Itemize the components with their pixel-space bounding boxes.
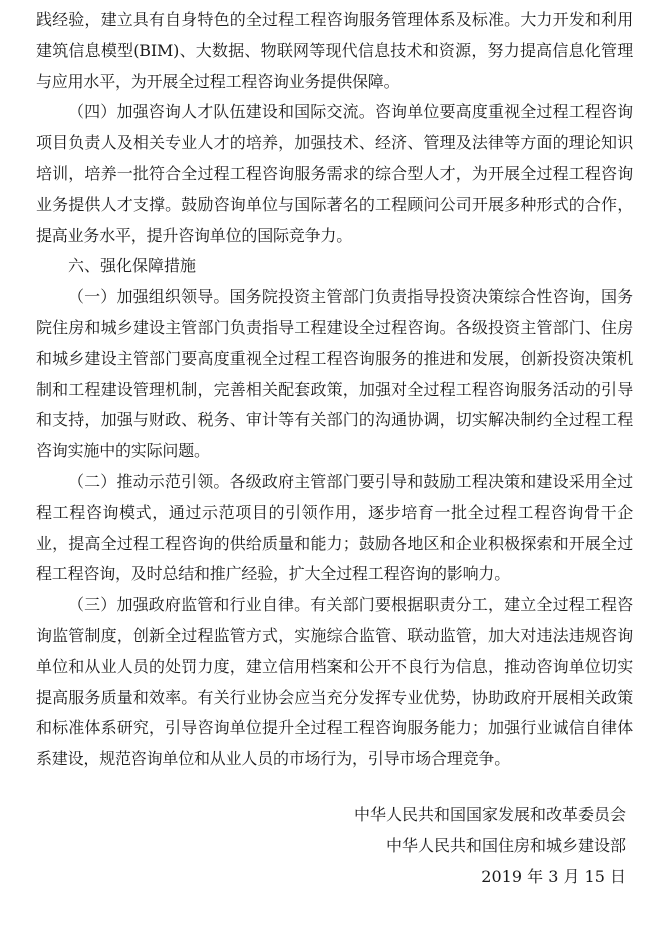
signature-block (306, 799, 626, 892)
paragraph-talent-international: （四）加强咨询人才队伍建设和国际交流。咨询单位要高度重视全过程工程咨询项目负责人及相关专业人才的培养，加强技术、经济、管理及法律等方面的理论知识培训，培养一批符合全过程工程咨询服务需求的综合型人才，为开展全过程工程咨询业务提供人才支撑。鼓励咨询单位与国际著名的工程顾问公司开展多种形式的合作，提高业务水平，提升咨询单位的国际竞争力。 (36, 102, 633, 245)
signature-org-ndrc: 中华人民共和国国家发展和改革委员会 (353, 805, 626, 824)
signature-org-mohurd: 中华人民共和国住房和城乡建设部 (385, 836, 626, 855)
document-body (36, 5, 633, 775)
paragraph-supervision-self-discipline: （三）加强政府监管和行业自律。有关部门要根据职责分工，建立全过程工程咨询监管制度，创新全过程监管方式，实施综合监管、联动监管，加大对违法违规咨询单位和从业人员的处罚力度，建立信用档案和公开不良行为信息，推动咨询单位切实提高服务质量和效率。有关行业协会应当充分发挥专业优势，协助政府开展相关政策和标准体系研究，引导咨询单位提升全过程工程咨询服务能力；加强行业诚信自律体系建设，规范咨询单位和从业人员的市场行为，引导市场合理竞争。 (36, 595, 633, 769)
paragraph-continued: 践经验，建立具有自身特色的全过程工程咨询服务管理体系及标准。大力开发和利用建筑信息模型(BIM)、大数据、物联网等现代信息技术和资源，努力提高信息化管理与应用水平，为开展全过程工程咨询业务提供保障。 (36, 10, 633, 91)
signature-date: 2019 年 3 月 15 日 (481, 867, 626, 886)
section-heading: 六、强化保障措施 (68, 256, 197, 276)
paragraph-demonstration: （二）推动示范引领。各级政府主管部门要引导和鼓励工程决策和建设采用全过程工程咨询模式，通过示范项目的引领作用，逐步培育一批全过程工程咨询骨干企业，提高全过程工程咨询的供给质量和能力；鼓励各地区和企业积极探索和开展全过程工程咨询，及时总结和推广经验，扩大全过程工程咨询的影响力。 (36, 471, 633, 584)
paragraph-organization-leadership: （一）加强组织领导。国务院投资主管部门负责指导投资决策综合性咨询，国务院住房和城乡建设主管部门负责指导工程建设全过程咨询。各级投资主管部门、住房和城乡建设主管部门要高度重视全过程工程咨询服务的推进和发展，创新投资决策机制和工程建设管理机制，完善相关配套政策，加强对全过程工程咨询服务活动的引导和支持，加强与财政、税务、审计等有关部门的沟通协调，切实解决制约全过程工程咨询实施中的实际问题。 (36, 287, 633, 461)
